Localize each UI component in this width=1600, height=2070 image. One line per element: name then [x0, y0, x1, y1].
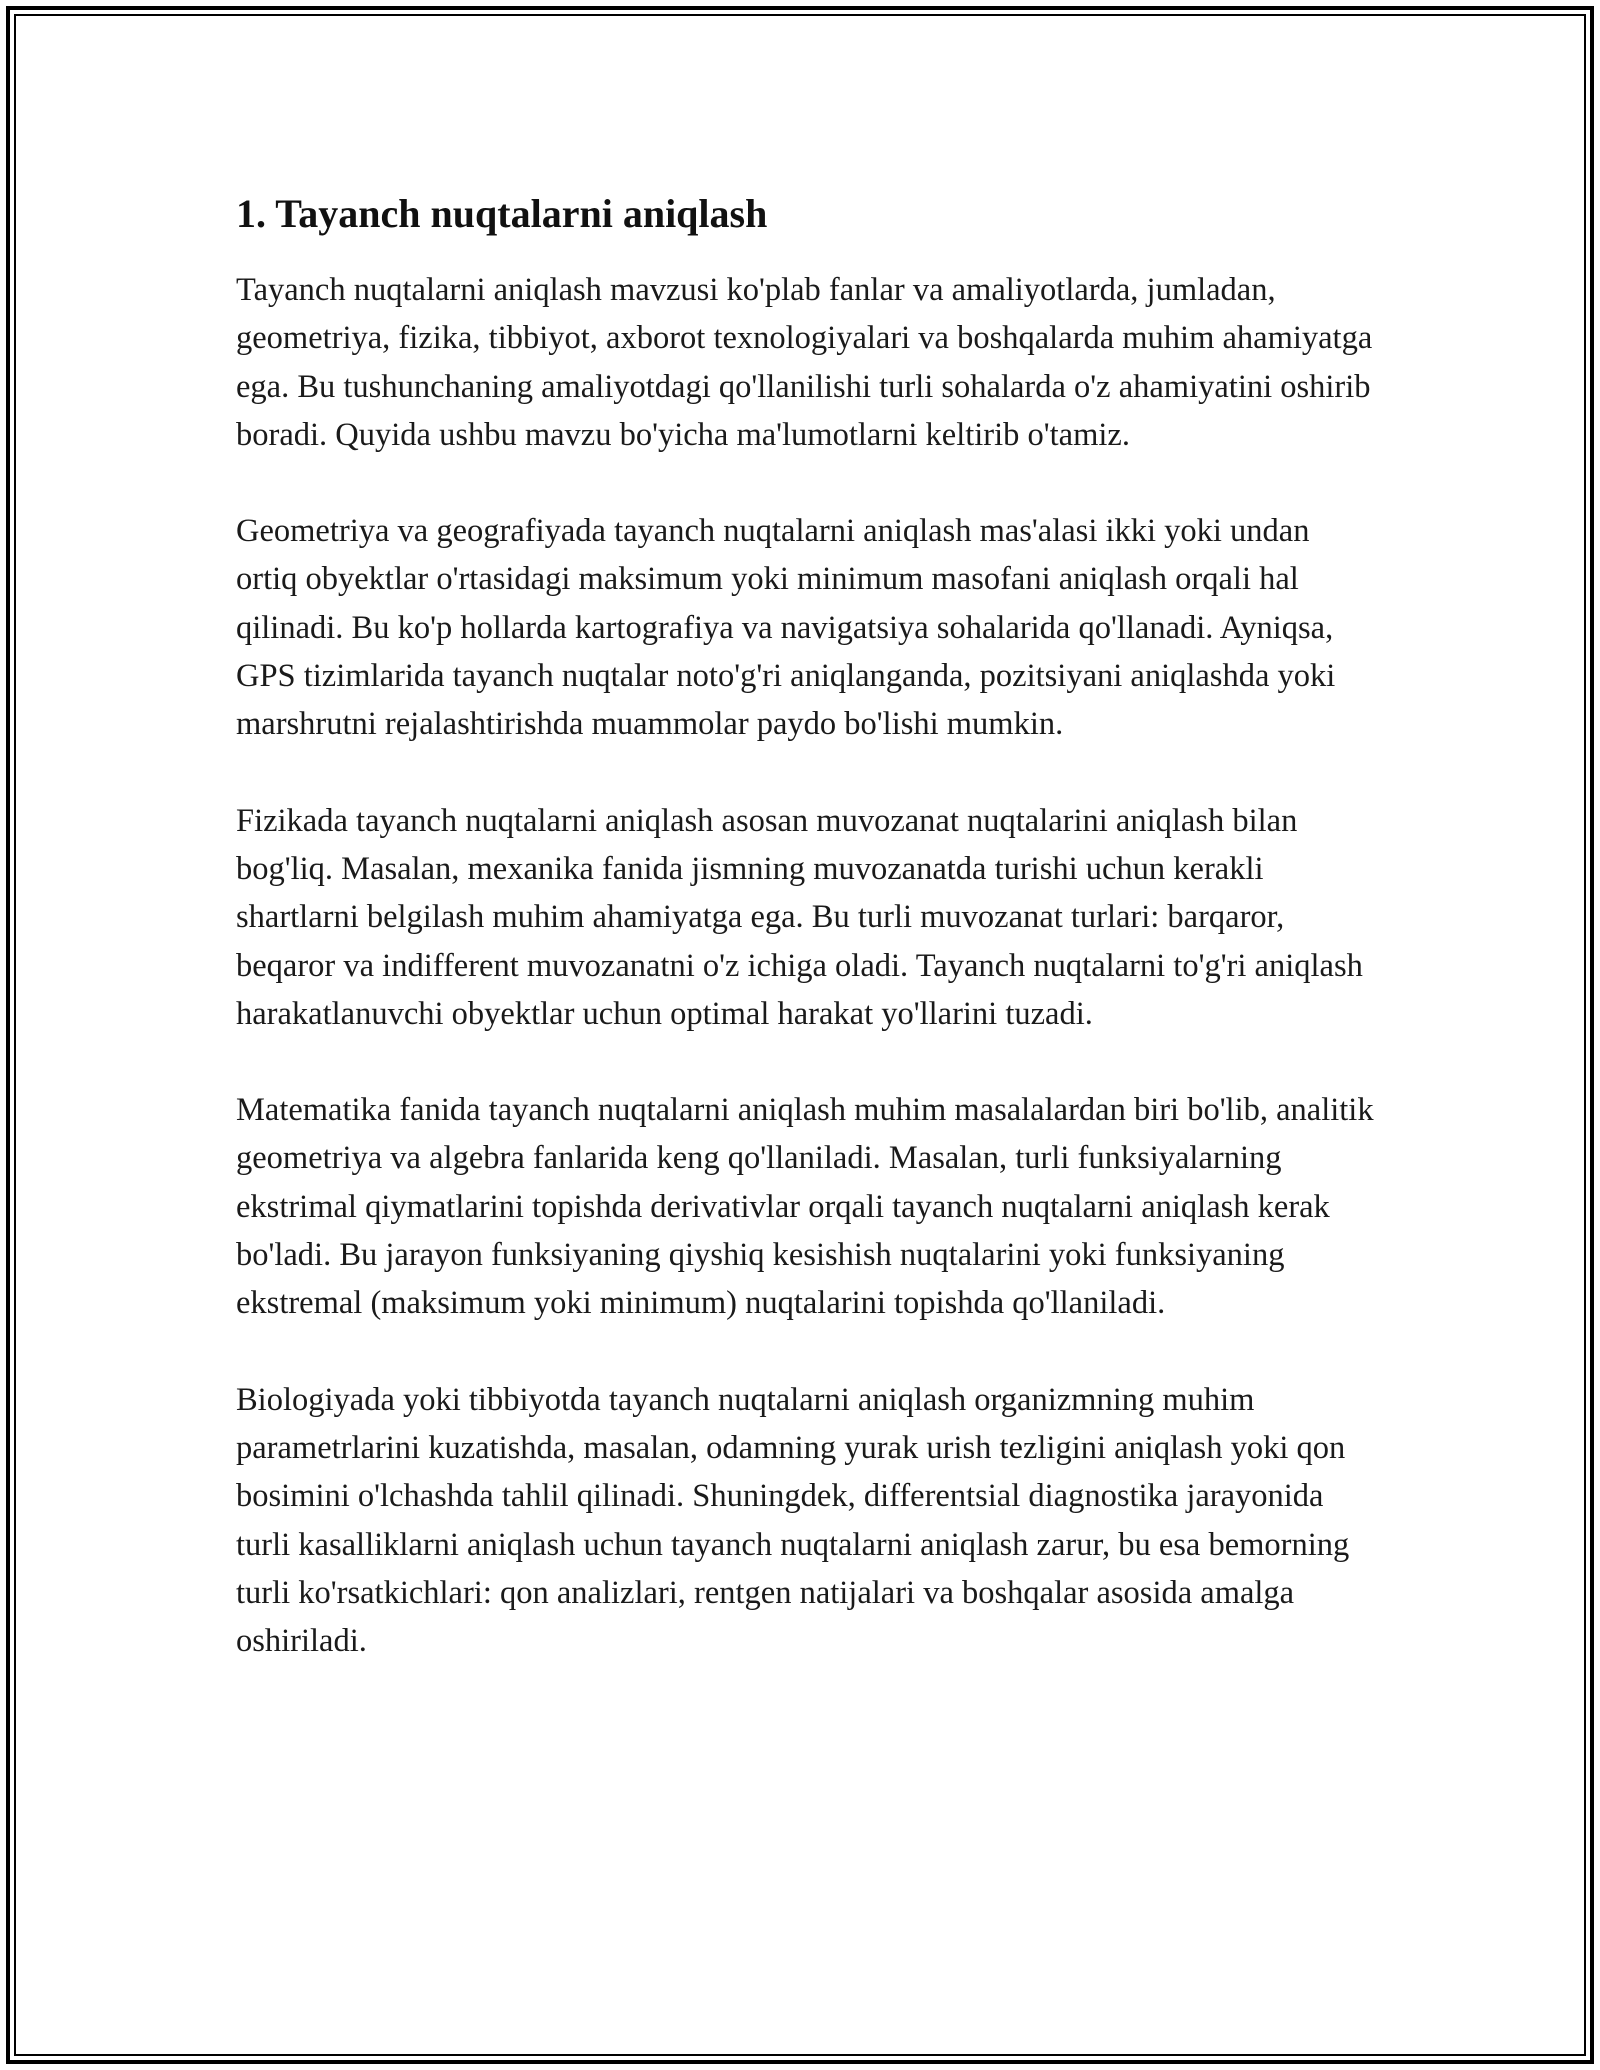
paragraph-biology-medicine: Biologiyada yoki tibbiyotda tayanch nuqtalarni aniqlash organizmning muhim parametrlarini kuzatishda, masalan, odamning yurak urish tezligini aniqlash yoki qon bosimini o'lchashda tahlil qilinadi. Shuningdek, differentsial diagnostika jarayonida turli kasalliklarni aniqlash uchun tayanch nuqtalarni aniqlash zarur, bu esa bemorning turli ko'rsatkichlari: qon analizlari, rentgen natijalari va boshqalar asosida amalga oshiriladi.: [236, 1381, 1350, 1660]
section-heading: 1. Tayanch nuqtalarni aniqlash: [236, 191, 768, 236]
document-body: [236, 186, 1376, 1665]
paragraph-mathematics: Matematika fanida tayanch nuqtalarni aniqlash muhim masalalardan biri bo'lib, analitik geometriya va algebra fanlarida keng qo'llaniladi. Masalan, turli funksiyalarning ekstrimal qiymatlarini topishda derivativlar orqali tayanch nuqtalarni aniqlash kerak bo'ladi. Bu jarayon funksiyaning qiyshiq kesishish nuqtalarini yoki funksiyaning ekstremal (maksimum yoki minimum) nuqtalarini topishda qo'llaniladi.: [236, 1092, 1374, 1322]
paragraph-geometry-geography: Geometriya va geografiyada tayanch nuqtalarni aniqlash mas'alasi ikki yoki undan ortiq obyektlar o'rtasidagi maksimum yoki minimum masofani aniqlash orqali hal qilinadi. Bu ko'p hollarda kartografiya va navigatsiya sohalarida qo'llanadi. Ayniqsa, GPS tizimlarida tayanch nuqtalar noto'g'ri aniqlanganda, pozitsiyani aniqlashda yoki marshrutni rejalashtirishda muammolar paydo bo'lishi mumkin.: [236, 513, 1336, 743]
paragraph-physics: Fizikada tayanch nuqtalarni aniqlash asosan muvozanat nuqtalarini aniqlash bilan bog'liq. Masalan, mexanika fanida jismning muvozanatda turishi uchun kerakli shartlarni belgilash muhim ahamiyatga ega. Bu turli muvozanat turlari: barqaror, beqaror va indifferent muvozanatni o'z ichiga oladi. Tayanch nuqtalarni to'g'ri aniqlash harakatlanuvchi obyektlar uchun optimal harakat yo'llarini tuzadi.: [236, 802, 1363, 1032]
paragraph-intro: Tayanch nuqtalarni aniqlash mavzusi ko'plab fanlar va amaliyotlarda, jumladan, geometriya, fizika, tibbiyot, axborot texnologiyalari va boshqalarda muhim ahamiyatga ega. Bu tushunchaning amaliyotdagi qo'llanilishi turli sohalarda o'z ahamiyatini oshirib boradi. Quyida ushbu mavzu bo'yicha ma'lumotlarni keltirib o'tamiz.: [236, 272, 1373, 453]
